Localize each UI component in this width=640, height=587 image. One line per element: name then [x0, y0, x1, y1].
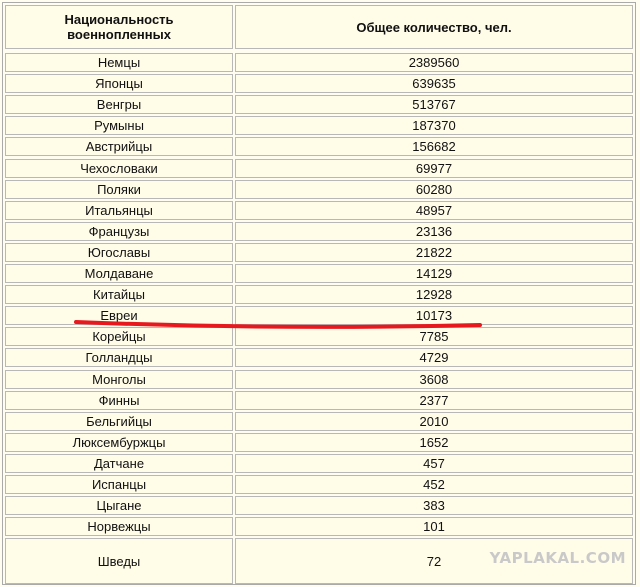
- count-cell: 60280: [235, 180, 633, 199]
- count-cell: 21822: [235, 243, 633, 262]
- header-nationality: Национальность военнопленных: [5, 5, 233, 49]
- table-row: [3, 494, 635, 515]
- nationality-cell: Финны: [5, 391, 233, 410]
- table-row: [3, 283, 635, 304]
- count-cell: 7785: [235, 327, 633, 346]
- nationality-cell: Китайцы: [5, 285, 233, 304]
- table-row: [3, 135, 635, 156]
- nationality-cell: Венгры: [5, 95, 233, 114]
- table-row: [3, 157, 635, 178]
- count-cell: 14129: [235, 264, 633, 283]
- nationality-cell: Голландцы: [5, 348, 233, 367]
- count-cell: 69977: [235, 159, 633, 178]
- table-row: [3, 346, 635, 367]
- count-cell: 2377: [235, 391, 633, 410]
- count-cell: 452: [235, 475, 633, 494]
- count-cell: 48957: [235, 201, 633, 220]
- table-row: [3, 304, 635, 325]
- table-row: [3, 241, 635, 262]
- count-cell: 2389560: [235, 53, 633, 72]
- nationality-cell: Румыны: [5, 116, 233, 135]
- nationality-cell: Итальянцы: [5, 201, 233, 220]
- table-row: [3, 93, 635, 114]
- count-cell: 23136: [235, 222, 633, 241]
- nationality-cell: Корейцы: [5, 327, 233, 346]
- table-row: [3, 220, 635, 241]
- table-row: [3, 452, 635, 473]
- nationality-cell: Евреи: [5, 306, 233, 325]
- count-cell: 457: [235, 454, 633, 473]
- count-cell: 12928: [235, 285, 633, 304]
- nationality-cell: Испанцы: [5, 475, 233, 494]
- count-cell: 4729: [235, 348, 633, 367]
- nationality-cell: Немцы: [5, 53, 233, 72]
- nationality-cell: Бельгийцы: [5, 412, 233, 431]
- table-row: [3, 410, 635, 431]
- count-cell: 2010: [235, 412, 633, 431]
- count-cell: 101: [235, 517, 633, 536]
- nationality-cell: Японцы: [5, 74, 233, 93]
- nationality-cell: Австрийцы: [5, 137, 233, 156]
- table-row: [3, 368, 635, 389]
- count-cell: 383: [235, 496, 633, 515]
- table-row: [3, 262, 635, 283]
- nationality-cell: Молдаване: [5, 264, 233, 283]
- table-row: [3, 431, 635, 452]
- header-count: Общее количество, чел.: [235, 5, 633, 49]
- prisoners-table: [2, 2, 636, 585]
- nationality-cell: Поляки: [5, 180, 233, 199]
- count-cell: 187370: [235, 116, 633, 135]
- table-header-row: [3, 3, 635, 49]
- nationality-cell: Чехословаки: [5, 159, 233, 178]
- table-row: [3, 178, 635, 199]
- watermark-logo: YAPLAKAL.COM: [489, 549, 626, 567]
- table-row: [3, 389, 635, 410]
- nationality-cell: Норвежцы: [5, 517, 233, 536]
- count-cell: 513767: [235, 95, 633, 114]
- table-row: [3, 473, 635, 494]
- table-row: [3, 199, 635, 220]
- nationality-cell: Шведы: [5, 538, 233, 584]
- nationality-cell: Цыгане: [5, 496, 233, 515]
- count-cell: 1652: [235, 433, 633, 452]
- count-cell: 3608: [235, 370, 633, 389]
- table-row: [3, 114, 635, 135]
- nationality-cell: Датчане: [5, 454, 233, 473]
- count-cell: 72: [235, 538, 633, 584]
- count-cell: 156682: [235, 137, 633, 156]
- count-cell: 639635: [235, 74, 633, 93]
- table-row: [3, 515, 635, 536]
- table-row: [3, 72, 635, 93]
- nationality-cell: Люксембуржцы: [5, 433, 233, 452]
- nationality-cell: Французы: [5, 222, 233, 241]
- table-row: [3, 325, 635, 346]
- count-cell: 10173: [235, 306, 633, 325]
- nationality-cell: Югославы: [5, 243, 233, 262]
- table-row: [3, 51, 635, 72]
- nationality-cell: Монголы: [5, 370, 233, 389]
